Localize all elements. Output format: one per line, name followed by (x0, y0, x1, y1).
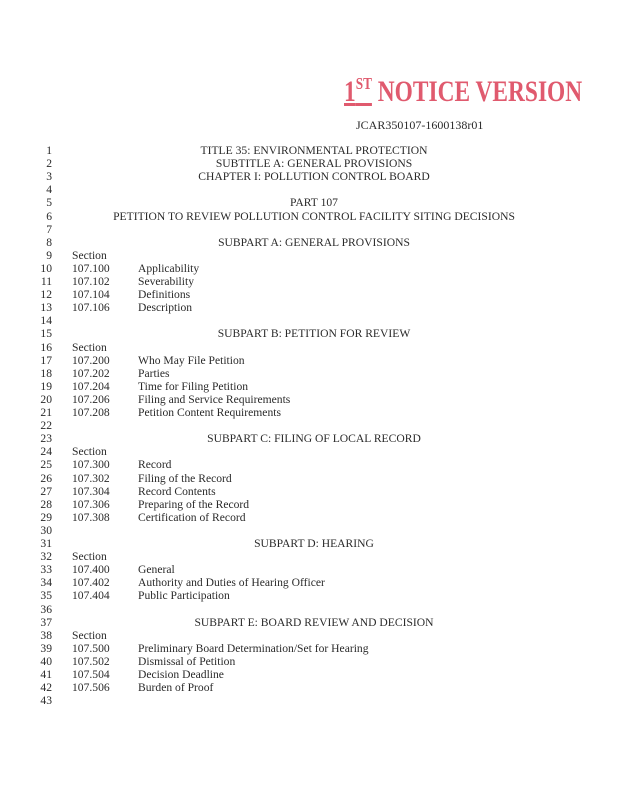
section-number: 107.208 (72, 406, 110, 419)
document-id: JCAR350107-1600138r01 (356, 118, 484, 132)
line-number: 30 (40, 523, 52, 537)
section-number: 107.104 (72, 288, 110, 302)
line-number: 43 (40, 694, 52, 708)
section-caption: Preliminary Board Determination/Set for Hearing (138, 641, 369, 655)
line-number: 27 (40, 484, 52, 498)
line-number: 11 (40, 275, 52, 288)
section-number: Section (72, 340, 107, 354)
heading-text: SUBPART C: FILING OF LOCAL RECORD (207, 432, 421, 446)
section-caption: Filing and Service Requirements (138, 392, 291, 406)
section-caption: Petition Content Requirements (138, 406, 281, 419)
line-number: 24 (40, 445, 52, 459)
line-number: 39 (40, 641, 52, 655)
line-number: 2 (46, 157, 52, 171)
line-number: 33 (40, 563, 52, 577)
line-number: 7 (46, 222, 52, 236)
line-number: 42 (40, 681, 52, 695)
section-caption: Authority and Duties of Hearing Officer (138, 576, 325, 590)
line-number: 23 (40, 432, 52, 446)
line-number: 41 (40, 668, 52, 681)
document-line (0, 419, 644, 432)
document-line (0, 210, 644, 223)
heading-text: PART 107 (290, 196, 338, 210)
document-line (0, 485, 644, 498)
section-number: 107.304 (72, 484, 110, 498)
section-caption: Preparing of the Record (138, 497, 250, 511)
document-line (0, 354, 644, 367)
document-line (0, 341, 644, 354)
line-number: 8 (46, 235, 52, 249)
section-number: 107.402 (72, 576, 110, 590)
section-caption: Record (138, 458, 172, 472)
line-number: 34 (40, 576, 52, 590)
line-number: 3 (46, 170, 52, 184)
line-number: 28 (40, 497, 52, 511)
line-number: 20 (40, 392, 52, 406)
section-number: 107.302 (72, 471, 110, 485)
line-number: 10 (40, 261, 52, 275)
section-number: 107.306 (72, 497, 110, 511)
section-caption: Certification of Record (138, 510, 246, 524)
document-line (0, 262, 644, 275)
section-caption: Parties (138, 366, 170, 380)
document-line (0, 196, 644, 209)
line-number: 9 (46, 248, 52, 262)
heading-text: SUBPART A: GENERAL PROVISIONS (218, 235, 410, 249)
section-number: 107.404 (72, 589, 110, 603)
line-number: 32 (40, 550, 52, 564)
document-line (0, 327, 644, 340)
document-line (0, 616, 644, 629)
section-caption: Description (138, 301, 193, 315)
stamp-ordinal: 1ST (344, 74, 372, 108)
document-line (0, 694, 644, 707)
document-line (0, 550, 644, 563)
line-number: 21 (40, 406, 52, 419)
section-number: Section (72, 248, 107, 262)
section-number: 107.100 (72, 261, 110, 275)
section-caption: Definitions (138, 288, 191, 302)
document-line (0, 458, 644, 471)
document-line (0, 498, 644, 511)
document-line (0, 301, 644, 314)
section-caption: General (138, 563, 175, 577)
section-caption: Time for Filing Petition (138, 379, 249, 393)
line-number: 18 (40, 366, 52, 380)
document-line (0, 681, 644, 694)
line-number: 29 (40, 510, 52, 524)
document-line (0, 367, 644, 380)
line-number: 22 (40, 419, 52, 433)
section-number: 107.504 (72, 668, 110, 681)
line-number: 36 (40, 602, 52, 616)
section-number: 107.506 (72, 681, 110, 695)
document-line (0, 511, 644, 524)
section-caption: Dismissal of Petition (138, 654, 236, 668)
section-number: Section (72, 550, 107, 564)
line-number: 17 (40, 353, 52, 367)
section-number: Section (72, 628, 107, 642)
section-number: 107.200 (72, 353, 110, 367)
document-line (0, 603, 644, 616)
document-line (0, 223, 644, 236)
line-number: 14 (40, 314, 52, 328)
document-line (0, 537, 644, 550)
line-number: 13 (40, 301, 52, 315)
section-caption: Filing of the Record (138, 471, 232, 485)
document-line (0, 629, 644, 642)
document-line (0, 432, 644, 445)
section-number: 107.102 (72, 275, 110, 288)
stamp-text: NOTICE VERSION (377, 75, 583, 108)
document-line (0, 183, 644, 196)
document-line (0, 275, 644, 288)
line-number: 40 (40, 654, 52, 668)
document-line (0, 589, 644, 602)
document-line (0, 170, 644, 183)
line-number: 35 (40, 589, 52, 603)
section-caption: Who May File Petition (138, 353, 245, 367)
section-caption: Record Contents (138, 484, 216, 498)
line-number: 37 (40, 615, 52, 629)
line-number: 38 (40, 628, 52, 642)
section-number: 107.500 (72, 641, 110, 655)
document-line (0, 157, 644, 170)
document-line (0, 576, 644, 589)
heading-text: SUBPART B: PETITION FOR REVIEW (217, 327, 411, 341)
line-number: 19 (40, 379, 52, 393)
section-caption: Public Participation (138, 589, 230, 603)
document-line (0, 314, 644, 327)
document-line (0, 380, 644, 393)
line-number: 1 (46, 144, 52, 157)
heading-text: PETITION TO REVIEW POLLUTION CONTROL FACILITY SITING DECISIONS (113, 209, 515, 223)
document-line (0, 655, 644, 668)
line-number: 4 (46, 183, 52, 197)
heading-text: SUBPART E: BOARD REVIEW AND DECISION (194, 615, 434, 629)
document-line (0, 406, 644, 419)
line-number: 12 (40, 288, 52, 302)
line-number: 26 (40, 471, 52, 485)
heading-text: CHAPTER I: POLLUTION CONTROL BOARD (198, 170, 430, 184)
section-number: Section (72, 445, 107, 459)
line-number: 5 (46, 196, 52, 210)
line-number: 15 (40, 327, 52, 341)
section-caption: Severability (138, 275, 195, 288)
line-number: 16 (40, 340, 52, 354)
section-caption: Applicability (138, 261, 200, 275)
document-line (0, 472, 644, 485)
document-line (0, 642, 644, 655)
heading-text: SUBTITLE A: GENERAL PROVISIONS (215, 157, 413, 171)
section-caption: Burden of Proof (138, 681, 214, 695)
section-number: 107.308 (72, 510, 110, 524)
section-number: 107.202 (72, 366, 110, 380)
document-line (0, 249, 644, 262)
heading-text: SUBPART D: HEARING (254, 537, 374, 550)
document-line (0, 288, 644, 301)
section-number: 107.204 (72, 379, 110, 393)
line-number: 25 (40, 458, 52, 472)
document-line (0, 144, 644, 157)
document-line (0, 236, 644, 249)
document-line (0, 445, 644, 458)
heading-text: TITLE 35: ENVIRONMENTAL PROTECTION (200, 144, 428, 157)
section-number: 107.300 (72, 458, 110, 472)
line-number: 6 (46, 209, 52, 223)
section-number: 107.206 (72, 392, 110, 406)
document-line (0, 668, 644, 681)
section-number: 107.502 (72, 654, 110, 668)
section-caption: Decision Deadline (138, 668, 224, 681)
document-line (0, 393, 644, 406)
section-number: 107.400 (72, 563, 110, 577)
line-number: 31 (40, 537, 52, 550)
document-line (0, 563, 644, 576)
notice-version-stamp (344, 74, 582, 109)
section-number: 107.106 (72, 301, 110, 315)
document-line (0, 524, 644, 537)
